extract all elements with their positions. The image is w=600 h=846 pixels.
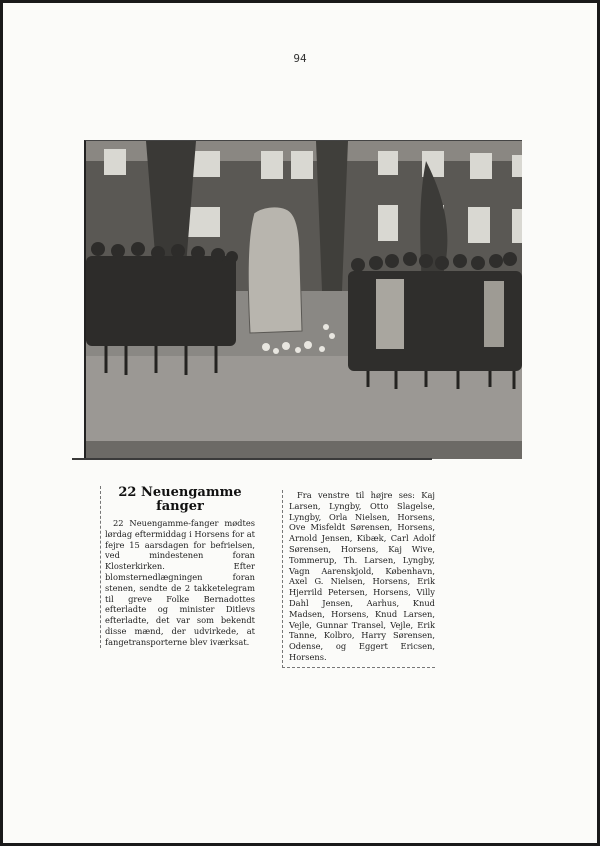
photo-caption-column (282, 490, 435, 668)
photo-caption: Fra venstre til højre ses: Kaj Larsen, Lyngby, Otto Slagelse, Lyngby, Orla Nielsen, Horsens, Ove Misfeldt Sørensen, Horsens, Arnold Jensen, Kibæk, Carl Adolf Sørensen, Horsens, Kaj Wive, Tommerup, Th. Larsen, Lyngby, Vagn Aarenskjold, København, Axel G. Nielsen, Horsens, Erik Hjerrild Petersen, Horsens, Villy Dahl Jensen, Aarhus, Knud Madsen, Horsens, Knud Larsen, Vejle, Gunnar Transel, Vejle, Erik Tanne, Kolbro, Harry Sørensen, Odense, og Eggert Ericsen, Horsens. (289, 490, 435, 662)
photo-illustration (86, 141, 522, 459)
headline-line-2: fanger (156, 499, 204, 514)
side-margin-text (72, 150, 82, 450)
page-number: 94 (293, 52, 307, 65)
article-column (100, 486, 255, 648)
memorial-stone (248, 207, 302, 333)
group-left (86, 242, 238, 346)
article-headline (105, 486, 255, 514)
clipping-edge (72, 458, 432, 460)
newspaper-photo (84, 140, 522, 459)
article-body: 22 Neuengamme-fanger mødtes lørdag eftermiddag i Horsens for at fejre 15 aarsdagen for befrielsen, ved mindestenen foran Klosterkirken. Efter blomsternedlægningen foran stenen, sendte de 2 takketelegram til greve Folke Bernadottes efterladte og minister Ditlevs efterladte, det var som bekendt disse mænd, der udvirkede, at fangetransporterne blev iværksat. (105, 518, 255, 647)
headline-line-1: 22 Neuengamme (118, 485, 242, 500)
